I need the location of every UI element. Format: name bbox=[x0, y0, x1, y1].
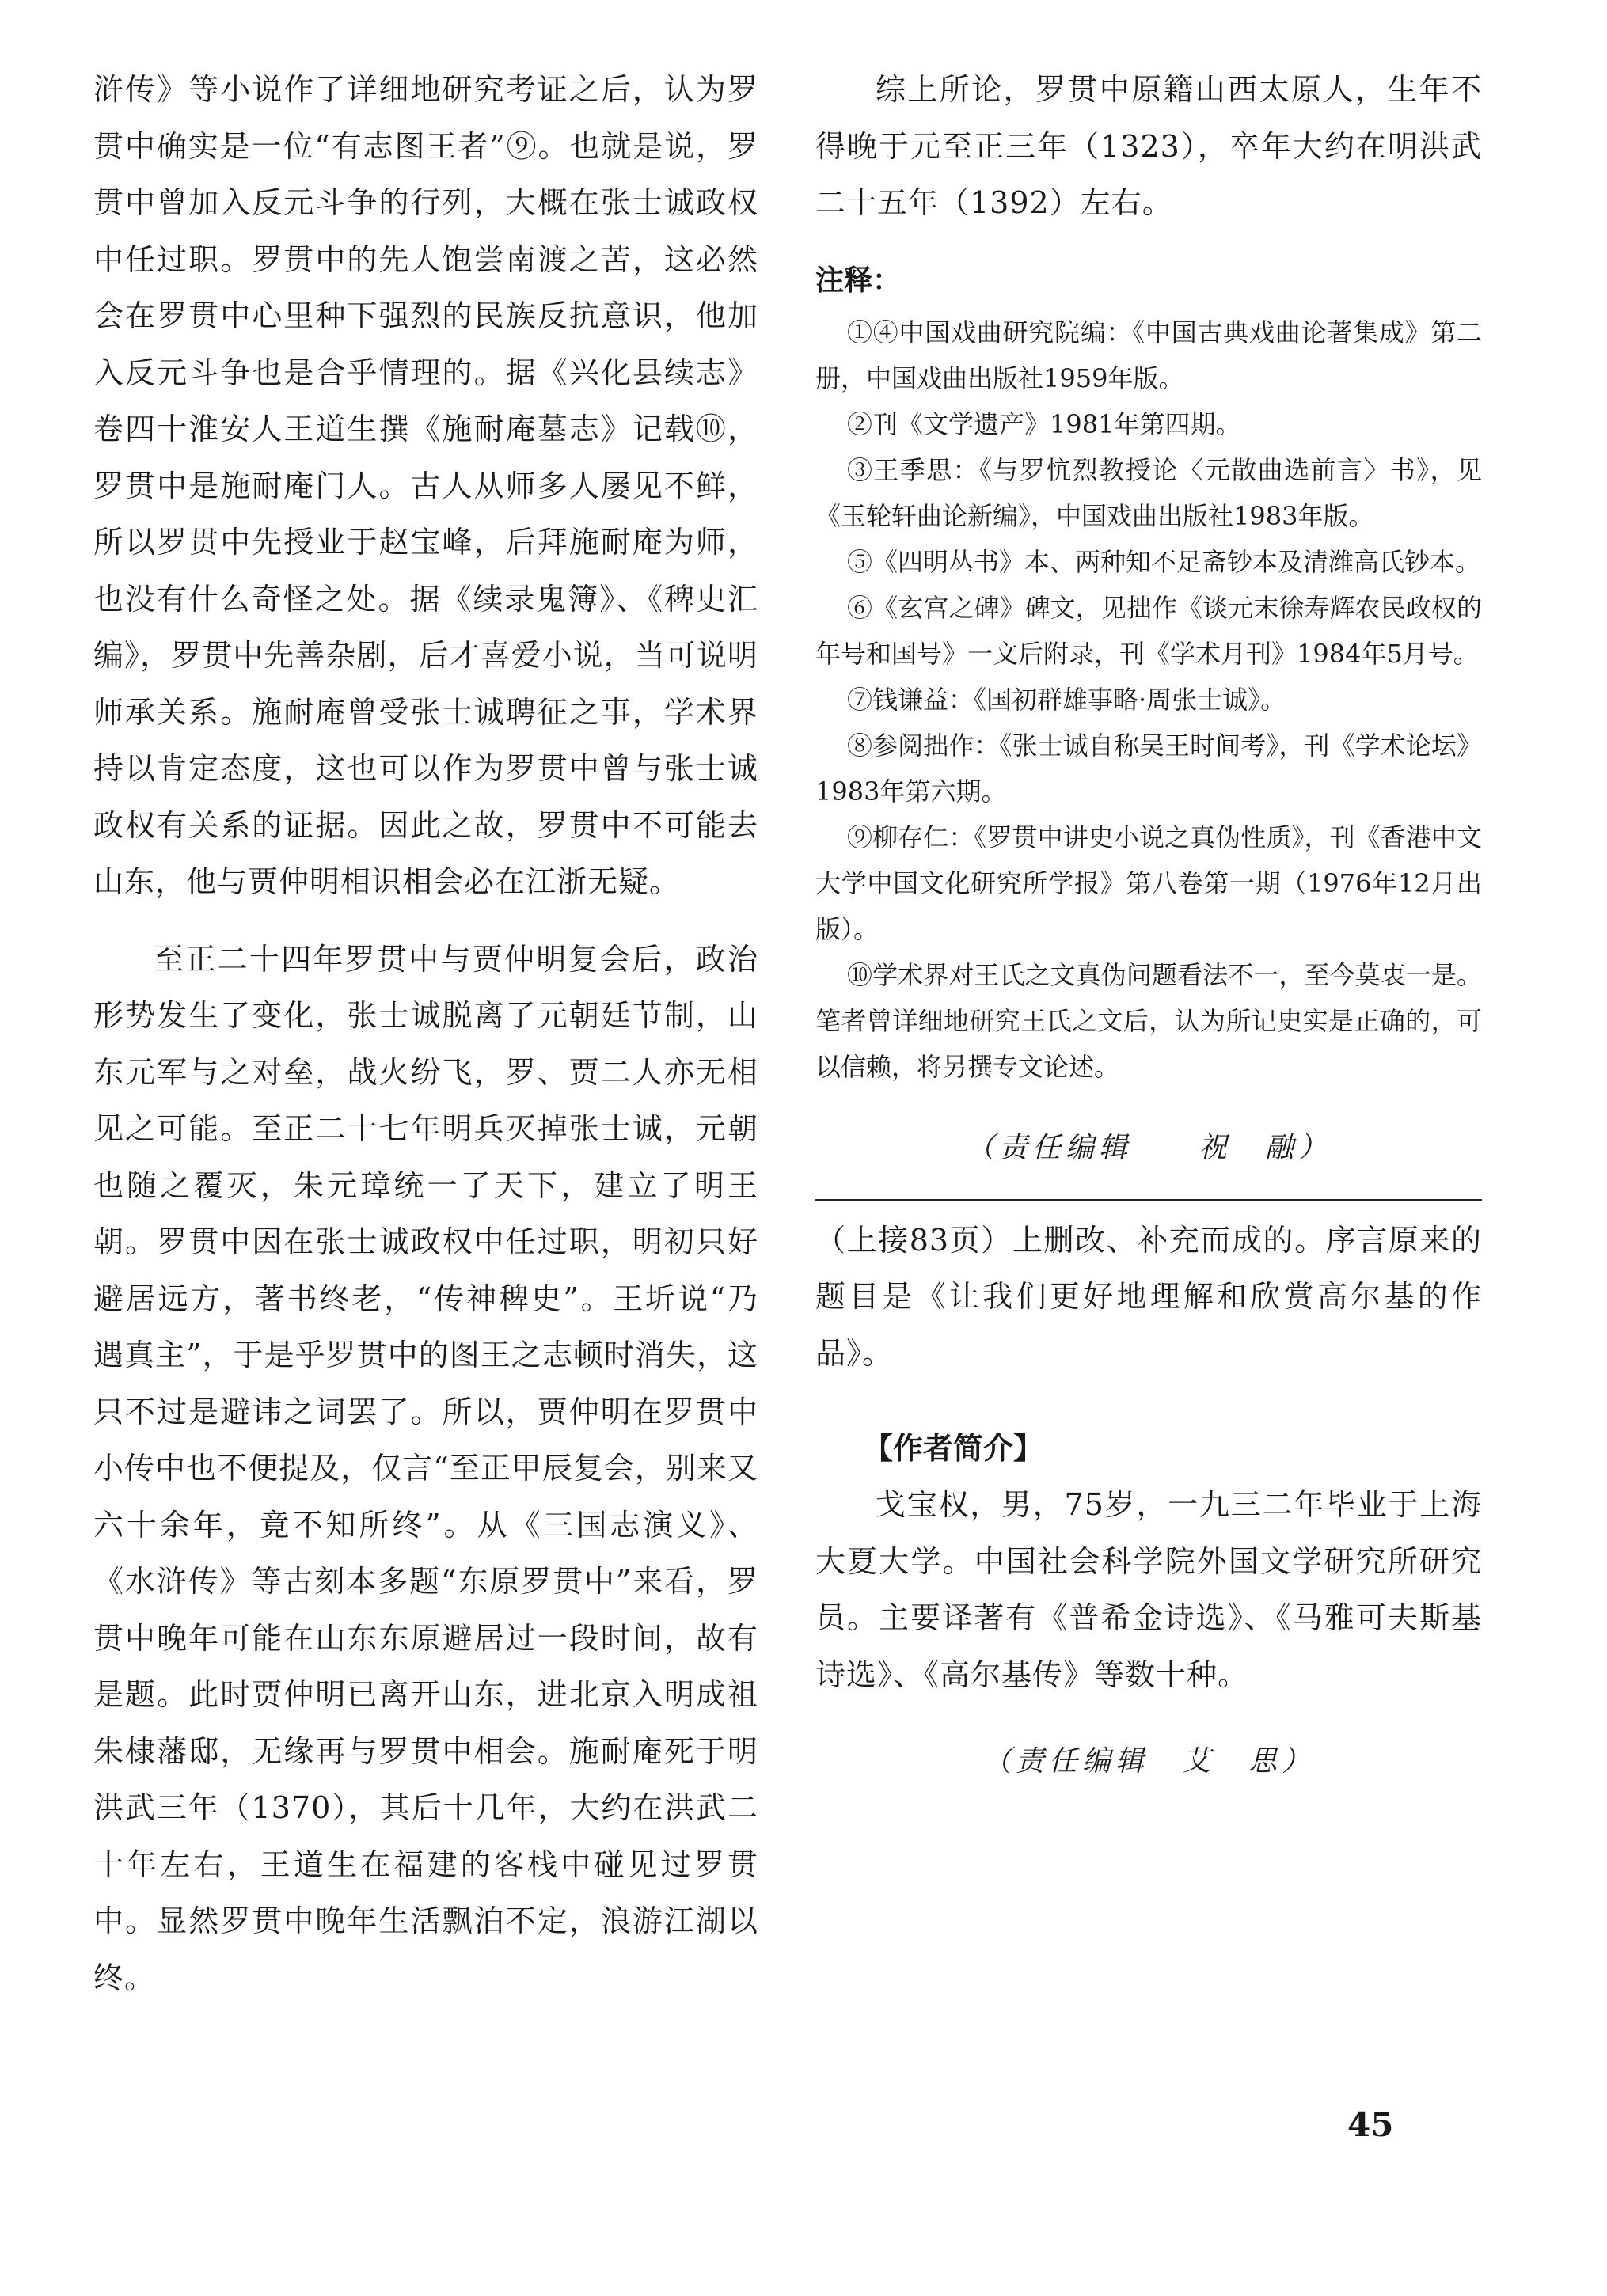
footnote: ⑧参阅拙作：《张士诚自称吴王时间考》，刊《学术论坛》1983年第六期。 bbox=[815, 730, 1482, 806]
editor-credit: （责任编辑 艾 思） bbox=[982, 1745, 1315, 1778]
section-divider bbox=[815, 1199, 1482, 1201]
footnote: ②刊《文学遗产》1981年第四期。 bbox=[847, 408, 1241, 439]
footnote: ⑥《玄宫之碑》碑文，见拙作《谈元末徐寿辉农民政权的年号和国号》一文后附录，刊《学术月刊》1984年5月号。 bbox=[815, 592, 1482, 669]
page-number: 45 bbox=[1347, 2105, 1394, 2144]
footnote: ⑩学术界对王氏之文真伪问题看法不一，至今莫衷一是。笔者曾详细地研究王氏之文后，认为所记史实是正确的，可以信赖，将另撰专文论述。 bbox=[815, 959, 1482, 1082]
footnote: ⑤《四明丛书》本、两种知不足斋钞本及清潍高氏钞本。 bbox=[847, 546, 1481, 577]
left-column bbox=[93, 62, 758, 2027]
notes-heading: 注释： bbox=[815, 264, 902, 297]
conclusion-paragraph: 综上所论，罗贯中原籍山西太原人，生年不得晚于元至正三年（1323），卒年大约在明洪武二十五年（1392）左右。 bbox=[815, 72, 1482, 220]
author-bio-heading: 【作者简介】 bbox=[863, 1431, 1044, 1466]
body-paragraph: 浒传》等小说作了详细地研究考证之后，认为罗贯中确实是一位“有志图王者”⑨。也就是说，罗贯中曾加入反元斗争的行列，大概在张士诚政权中任过职。罗贯中的先人饱尝南渡之苦，这必然会在罗贯中心里种下强烈的民族反抗意识，他加入反元斗争也是合乎情理的。据《兴化县续志》卷四十淮安人王道生撰《施耐庵墓志》记载⑩，罗贯中是施耐庵门人。古人从师多人屡见不鲜，所以罗贯中先授业于赵宝峰，后拜施耐庵为师，也没有什么奇怪之处。据《续录鬼簿》、《稗史汇编》，罗贯中先善杂剧，后才喜爱小说，当可说明师承关系。施耐庵曾受张士诚聘征之事，学术界持以肯定态度，这也可以作为罗贯中曾与张士诚政权有关系的证据。因此之故，罗贯中不可能去山东，他与贾仲明相识相会必在江浙无疑。 bbox=[93, 72, 758, 899]
footnote: ⑦钱谦益：《国初群雄事略·周张士诚》。 bbox=[847, 684, 1286, 715]
right-column bbox=[815, 62, 1482, 1812]
editor-credit: （责任编辑 祝 融） bbox=[965, 1131, 1332, 1164]
body-paragraph: 至正二十四年罗贯中与贾仲明复会后，政治形势发生了变化，张士诚脱离了元朝廷节制，山东元军与之对垒，战火纷飞，罗、贾二人亦无相见之可能。至正二十七年明兵灭掉张士诚，元朝也随之覆灭，朱元璋统一了天下，建立了明王朝。罗贯中因在张士诚政权中任过职，明初只好避居远方，著书终老，“传神稗史”。王圻说“乃遇真主”，于是乎罗贯中的图王之志顿时消失，这只不过是避讳之词罢了。所以，贾仲明在罗贯中小传中也不便提及，仅言“至正甲辰复会，别来又六十余年，竟不知所终”。从《三国志演义》、《水浒传》等古刻本多题“东原罗贯中”来看，罗贯中晚年可能在山东东原避居过一段时间，故有是题。此时贾仲明已离开山东，进北京入明成祖朱棣藩邸，无缘再与罗贯中相会。施耐庵死于明洪武三年（1370），其后十几年，大约在洪武二十年左右，王道生在福建的客栈中碰见过罗贯中。显然罗贯中晚年生活飘泊不定，浪游江湖以终。 bbox=[93, 941, 758, 1995]
continuation-paragraph: （上接83页）上删改、补充而成的。序言原来的题目是《让我们更好地理解和欣赏高尔基的作品》。 bbox=[815, 1222, 1482, 1371]
author-bio-paragraph: 戈宝权，男，75岁，一九三二年毕业于上海大夏大学。中国社会科学院外国文学研究所研究员。主要译著有《普希金诗选》、《马雅可夫斯基诗选》、《高尔基传》等数十种。 bbox=[815, 1487, 1482, 1692]
notes-list bbox=[815, 309, 1482, 1090]
footnote: ③王季思：《与罗忼烈教授论〈元散曲选前言〉书》，见《玉轮轩曲论新编》，中国戏曲出版社1983年版。 bbox=[815, 454, 1482, 531]
footnote: ⑨柳存仁：《罗贯中讲史小说之真伪性质》，刊《香港中文大学中国文化研究所学报》第八卷第一期（1976年12月出版）。 bbox=[815, 822, 1482, 944]
footnote: ①④中国戏曲研究院编：《中国古典戏曲论著集成》第二册，中国戏曲出版社1959年版。 bbox=[815, 317, 1482, 393]
